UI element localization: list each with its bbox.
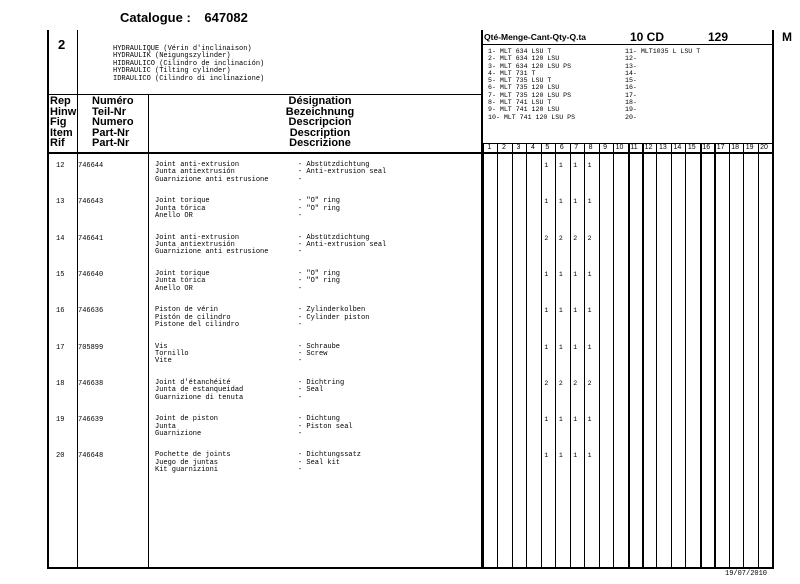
qty-cell: 1 (558, 162, 563, 169)
rep-header (50, 96, 76, 149)
table-row (48, 271, 478, 301)
qty-column-line (729, 143, 730, 567)
qty-column-number: 20 (760, 144, 768, 151)
corner-letter: M (782, 30, 792, 44)
qty-cell: 1 (587, 162, 592, 169)
qty-column-line (584, 143, 585, 567)
qty-column-line (483, 143, 484, 567)
model-entry: 12- (625, 55, 637, 63)
designation-header-line: Descripcion (288, 116, 352, 129)
model-entry: 6- MLT 735 120 LSU (488, 84, 560, 92)
part-header-line: Numero (92, 116, 134, 129)
description-fr-es-it: Joint d'étanchéité Junta de estanqueidad Guarnizione di tenuta (155, 378, 244, 402)
qty-column-line (628, 143, 630, 567)
qty-label: Qté-Menge-Cant-Qty-Q.ta (484, 32, 586, 42)
table-row (48, 162, 478, 192)
part-number: 746643 (78, 198, 104, 207)
qty-column-number: 7 (574, 144, 579, 151)
qty-cell: 1 (558, 452, 563, 460)
rep-number: 14 (56, 234, 65, 243)
model-entry: 10- MLT 741 120 LSU PS (488, 113, 576, 121)
part-number: 746644 (78, 162, 104, 170)
rep-number: 20 (56, 452, 65, 461)
rep-header-line: Hinw (50, 105, 77, 118)
catalogue-label: Catalogue : (120, 10, 191, 25)
model-entry: 16- (625, 84, 637, 92)
qty-cell: 1 (587, 198, 592, 206)
qty-cell: 2 (587, 234, 592, 242)
qty-column-line (714, 143, 716, 567)
description-de-en: - Zylinderkolben - Cylinder piston - (298, 306, 370, 329)
part-header-line: Teil-Nr (92, 105, 127, 118)
model-entry: 4- MLT 731 T (488, 69, 536, 77)
model-entry: 15- (625, 77, 637, 85)
qty-column-number: 1 (487, 144, 492, 151)
group-description-line: IDRAULICO (Cilindro di inclinazione) (113, 74, 265, 83)
table-row (48, 198, 478, 228)
model-entry: 7- MLT 735 120 LSU PS (488, 91, 572, 99)
rep-header-line: Rep (50, 95, 71, 107)
part-number: 746638 (78, 379, 104, 388)
qty-column-number: 11 (630, 144, 638, 151)
qty-column-number: 15 (687, 144, 696, 151)
qty-column-line (570, 143, 571, 567)
table-row (48, 307, 478, 337)
qty-cell: 1 (558, 343, 563, 351)
description-fr-es-it: Pochette de joints Juego de juntas Kit guarnizioni (155, 451, 231, 475)
model-entry: 20- (625, 113, 637, 121)
description-fr-es-it: Joint de piston Junta Guarnizione (155, 415, 219, 438)
qty-cell: 1 (587, 416, 592, 424)
description-de-en: - "O" ring - "O" ring - (298, 269, 341, 293)
qty-cell: 1 (587, 343, 592, 351)
description-de-en: - Abstützdichtung - Anti-extrusion seal - (298, 233, 387, 257)
model-entry: 1- MLT 634 LSU T (488, 48, 552, 55)
catalogue-number: 647082 (204, 10, 248, 25)
description-fr-es-it: Piston de vérin Pistón de cilindro Pistone del cilindro (155, 306, 240, 329)
qty-column-number: 8 (588, 144, 593, 151)
qty-column-line (599, 143, 600, 567)
qty-cell: 1 (558, 270, 563, 278)
qty-column-number: 4 (530, 144, 535, 151)
designation-header-line: Descrizione (289, 137, 351, 150)
qty-column-number: 9 (603, 144, 608, 151)
qty-column-line (497, 143, 498, 567)
qty-cell: 1 (544, 198, 549, 206)
part-number: 746636 (78, 307, 104, 316)
rep-number: 18 (56, 379, 65, 388)
qty-cell: 1 (573, 198, 578, 206)
group-description (113, 46, 264, 83)
part-number: 746640 (78, 270, 104, 279)
qty-column-line (512, 143, 513, 567)
qty-column-number: 5 (545, 144, 550, 151)
part-header-line: Numéro (92, 95, 134, 107)
qty-column-number: 19 (745, 144, 754, 151)
qty-cell: 1 (544, 307, 549, 315)
rep-header-line: Rif (50, 137, 65, 150)
rep-number: 17 (56, 343, 65, 352)
frame-bottom (47, 567, 774, 569)
qty-cell: 2 (587, 379, 592, 387)
group-description-line: HYDRAULIK (Neigungszylinder) (113, 52, 231, 61)
qty-column-line (700, 143, 702, 567)
rep-header-line: Fig (50, 116, 67, 129)
model-entry: 5- MLT 735 LSU T (488, 77, 552, 85)
qty-column-line (671, 143, 672, 567)
qty-column-number: 6 (559, 144, 564, 151)
qty-cell: 2 (558, 234, 563, 242)
description-fr-es-it: Vis Tornillo Vite (155, 342, 189, 366)
qty-cell: 1 (573, 452, 578, 460)
table-row (48, 416, 478, 446)
qty-cell: 1 (544, 416, 549, 424)
qty-column-line (555, 143, 556, 567)
description-fr-es-it: Joint anti-extrusion Junta antiextrusión Guarnizione anti estrusione (155, 161, 269, 184)
description-de-en: - Dichtring - Seal - (298, 378, 345, 402)
qty-cell: 2 (558, 379, 563, 387)
frame-page-divider (77, 30, 78, 94)
rep-number: 16 (56, 307, 65, 316)
models-list-right (625, 48, 700, 121)
qty-column-number: 17 (716, 144, 725, 151)
qty-cell: 2 (544, 234, 549, 242)
section-page: 129 (708, 30, 729, 44)
model-entry: 14- (625, 69, 637, 77)
description-fr-es-it: Joint anti-extrusion Junta antiextrusión Guarnizione anti estrusione (155, 233, 269, 257)
qty-column-number: 3 (516, 144, 521, 151)
rep-number: 13 (56, 198, 65, 207)
qty-column-number: 14 (673, 144, 682, 151)
qty-column-number: 2 (501, 144, 506, 151)
model-entry: 18- (625, 99, 637, 107)
qty-column-number: 16 (702, 144, 711, 151)
qty-column-number: 13 (658, 144, 667, 151)
qty-cell: 2 (544, 379, 549, 387)
description-fr-es-it: Joint torique Junta tórica Anello OR (155, 197, 210, 221)
qty-column-line (613, 143, 614, 567)
qty-cell: 1 (573, 307, 578, 315)
model-entry: 11- MLT1035 L LSU T (625, 48, 701, 55)
qty-column-number: 10 (615, 144, 624, 151)
description-de-en: - "O" ring - "O" ring - (298, 197, 341, 221)
part-number: 705899 (78, 343, 104, 352)
qty-cell: 2 (573, 234, 578, 242)
model-entry: 13- (625, 62, 637, 70)
rep-number: 19 (56, 416, 65, 425)
description-fr-es-it: Joint torique Junta tórica Anello OR (155, 269, 210, 293)
qty-cell: 1 (587, 270, 592, 278)
group-description-line: HIDRAULICO (Cilindro de inclinación) (113, 59, 265, 68)
qty-cell: 1 (573, 162, 578, 169)
description-de-en: - Schraube - Screw - (298, 342, 341, 366)
description-de-en: - Dichtungssatz - Seal kit - (298, 451, 362, 475)
model-entry: 17- (625, 91, 637, 99)
description-de-en: - Dichtung - Piston seal - (298, 415, 353, 438)
frame-table-top (47, 152, 774, 154)
qty-cell: 1 (573, 270, 578, 278)
group-description-line: HYDRAULIQUE (Vérin d'inclinaison) (113, 45, 252, 53)
table-row (48, 235, 478, 265)
model-entry: 19- (625, 106, 637, 114)
part-header-line: Part-Nr (92, 126, 130, 139)
model-entry: 9- MLT 741 120 LSU (488, 106, 560, 114)
qty-column-line (685, 143, 686, 567)
table-row (48, 344, 478, 374)
qty-cell: 1 (587, 307, 592, 315)
model-entry: 3- MLT 634 120 LSU PS (488, 62, 572, 70)
qty-cell: 1 (573, 343, 578, 351)
designation-header-line: Désignation (288, 95, 352, 107)
qty-cell: 1 (544, 343, 549, 351)
qty-cell: 1 (558, 416, 563, 424)
qty-column-line (743, 143, 744, 567)
part-number: 746641 (78, 234, 104, 243)
model-entry: 2- MLT 634 120 LSU (488, 55, 560, 63)
designation-header (260, 96, 380, 149)
qty-column-line (772, 143, 773, 567)
qty-column-line (656, 143, 657, 567)
page-number: 2 (58, 37, 66, 52)
qty-column-line (526, 143, 527, 567)
rep-header-line: Item (50, 126, 73, 139)
footer-date: 19/07/2010 (725, 570, 768, 578)
qty-cell: 1 (544, 270, 549, 278)
qty-column-line (541, 143, 542, 567)
catalogue-title (120, 10, 248, 25)
qty-cell: 1 (573, 416, 578, 424)
part-number: 746639 (78, 416, 104, 425)
qty-column-number: 18 (731, 144, 739, 151)
qty-column-line (642, 143, 644, 567)
qty-cell: 1 (558, 307, 563, 315)
qty-cell: 1 (587, 452, 592, 460)
model-entry: 8- MLT 741 LSU T (488, 99, 552, 107)
qty-column-number: 12 (644, 144, 653, 151)
qty-column-line (758, 143, 759, 567)
designation-header-line: Description (289, 126, 351, 139)
description-de-en: - Abstützdichtung - Anti-extrusion seal - (298, 161, 387, 184)
rep-number: 15 (56, 270, 65, 279)
qty-cell: 2 (573, 379, 578, 387)
qty-cell: 1 (558, 198, 563, 206)
qty-cell: 1 (544, 452, 549, 460)
table-row (48, 380, 478, 410)
part-header-line: Part-Nr (92, 137, 130, 150)
group-description-line: HYDRAULIC (Tilting cylinder) (113, 67, 231, 76)
frame-qty-top (483, 44, 772, 45)
models-list-left (488, 48, 575, 121)
table-row (48, 452, 478, 482)
rep-number: 12 (56, 162, 65, 170)
part-number: 746648 (78, 452, 104, 461)
section-code: 10 CD (630, 30, 665, 44)
part-header (92, 96, 134, 149)
designation-header-line: Bezeichnung (285, 105, 355, 118)
qty-cell: 1 (544, 162, 549, 169)
